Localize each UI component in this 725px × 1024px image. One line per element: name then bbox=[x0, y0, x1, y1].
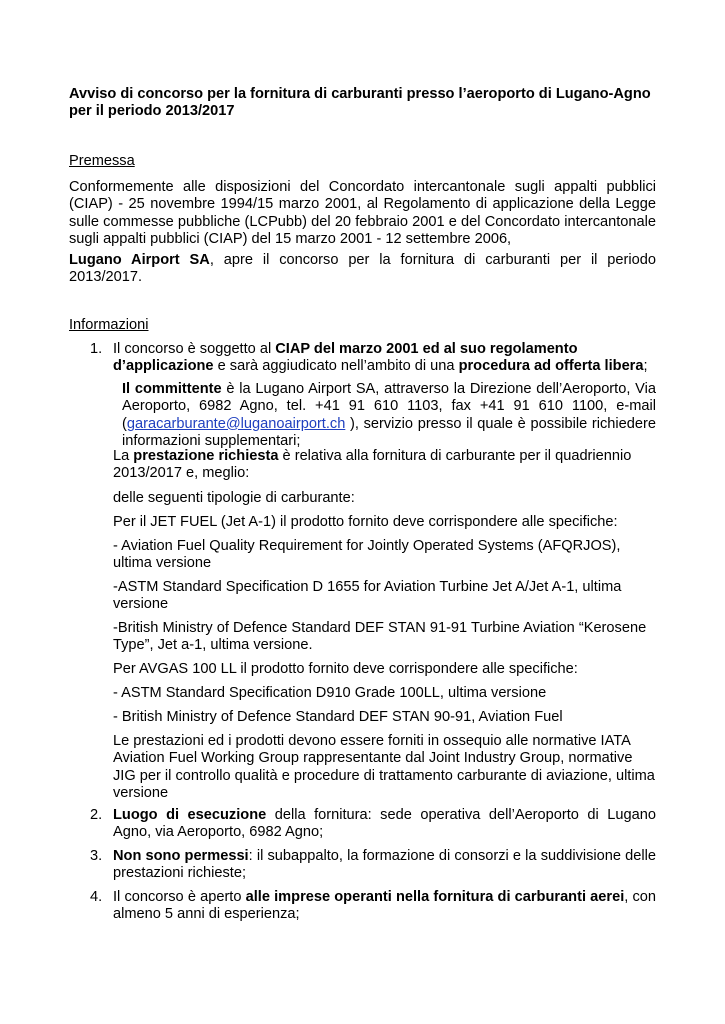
iata-paragraph: Le prestazioni ed i prodotti devono essere forniti in ossequio alle normative IATA Aviation Fuel Working Group rappresentante dal Joint Industry Group, normative JIG per il controllo qualità e procedure di trattamento carburante di aviazione, ultima versione bbox=[113, 733, 655, 802]
tipologie-line: delle seguenti tipologie di carburante: bbox=[113, 490, 355, 506]
item-2-text: Luogo di esecuzione della fornitura: sede operativa dell’Aeroporto di Lugano Agno, via Aeroporto, 6982 Agno; bbox=[113, 807, 656, 841]
premessa-announcement: Lugano Airport SA, apre il concorso per la fornitura di carburanti per il periodo 2013/2017. bbox=[69, 252, 656, 286]
spec-astm-d1655: -ASTM Standard Specification D 1655 for Aviation Turbine Jet A/Jet A-1, ultima versione bbox=[113, 579, 622, 613]
item-3-text: Non sono permessi: il subappalto, la formazione di consorzi e la suddivisione delle prestazioni richieste; bbox=[113, 848, 656, 882]
item-4-number: 4. bbox=[90, 889, 103, 905]
document-title bbox=[69, 86, 656, 121]
item-2-number: 2. bbox=[90, 807, 103, 823]
item-4-text: Il concorso è aperto alle imprese operanti nella fornitura di carburanti aerei, con almeno 5 anni di esperienza; bbox=[113, 889, 657, 923]
avgas-line: Per AVGAS 100 LL il prodotto fornito deve corrispondere alle specifiche: bbox=[113, 661, 578, 677]
company-name: Lugano Airport SA bbox=[69, 252, 210, 268]
premessa-paragraph: Conformemente alle disposizioni del Concordato intercantonale sugli appalti pubblici (CIAP) - 25 novembre 1994/15 marzo 2001, al Regolamento di applicazione della Legge sulle commesse pubbliche (LCPubb) del 20 febbraio 2001 e del Concordato intercantonale sugli appalti pubblici (CIAP) del 15 marzo 2001 - 12 settembre 2006, bbox=[69, 179, 656, 248]
title-line-1: Avviso di concorso per la fornitura di carburanti presso l’aeroporto di Lugano-Agno bbox=[69, 86, 651, 102]
informazioni-heading: Informazioni bbox=[69, 317, 149, 333]
spec-astm-d910: - ASTM Standard Specification D910 Grade 100LL, ultima versione bbox=[113, 685, 547, 701]
prestazione-paragraph: La prestazione richiesta è relativa alla fornitura di carburante per il quadriennio 2013/2017 e, meglio: bbox=[113, 448, 632, 482]
spec-def-stan-90-91: - British Ministry of Defence Standard DEF STAN 90-91, Aviation Fuel bbox=[113, 709, 563, 725]
spec-def-stan-91-91: -British Ministry of Defence Standard DEF STAN 91-91 Turbine Aviation “Kerosene Type”, Jet a-1, ultima versione. bbox=[113, 620, 647, 654]
email-link[interactable]: garacarburante@luganoairport.ch bbox=[126, 415, 346, 432]
item-1-text: Il concorso è soggetto al CIAP del marzo 2001 ed al suo regolamento d’applicazione e sarà aggiudicato nell’ambito di una procedura ad offerta libera; bbox=[113, 341, 648, 375]
item-1-number: 1. bbox=[90, 341, 103, 357]
spec-afqrjos: - Aviation Fuel Quality Requirement for Jointly Operated Systems (AFQRJOS), ultima versione bbox=[113, 538, 621, 572]
title-line-2: per il periodo 2013/2017 bbox=[69, 103, 235, 120]
item-3-number: 3. bbox=[90, 848, 103, 864]
jet-fuel-line: Per il JET FUEL (Jet A-1) il prodotto fornito deve corrispondere alle specifiche: bbox=[113, 514, 618, 530]
committente-paragraph: Il committente è la Lugano Airport SA, attraverso la Direzione dell’Aeroporto, Via Aeroporto, 6982 Agno, tel. +41 91 610 1103, fax +41 91 610 1100, e-mail (garacarburante@luganoairport.ch ), servizio presso il quale è possibile richiedere informazioni supplementari; bbox=[122, 381, 656, 450]
premessa-heading: Premessa bbox=[69, 153, 135, 169]
